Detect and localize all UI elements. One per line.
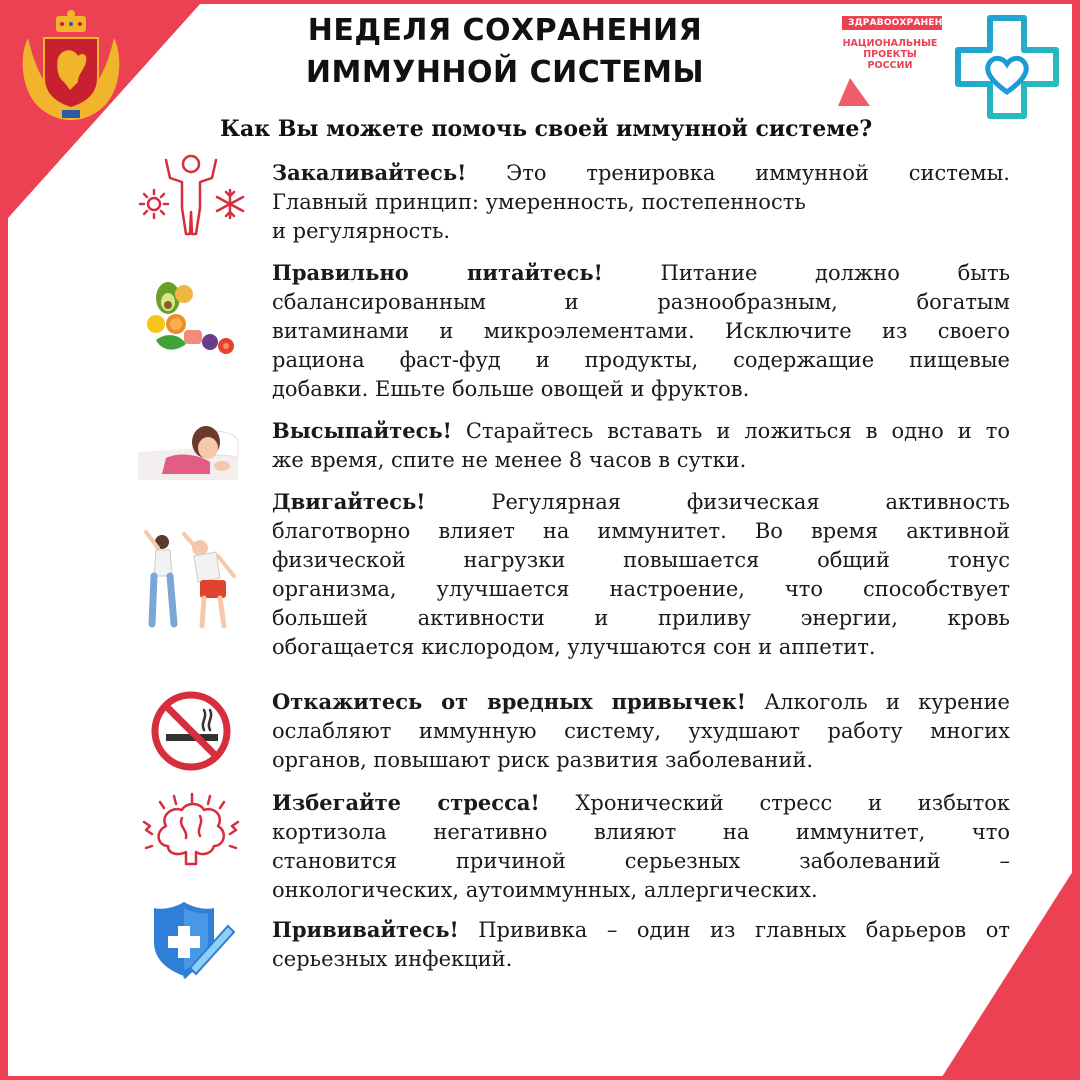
tip-tempering-line-2: Главный принцип: умеренность, постепенность	[272, 190, 806, 214]
tip-sleep-heading: Высыпайтесь!	[272, 418, 452, 443]
tip-bad-habits-line-2: ослабляют иммунную систему, ухудшают работу многих	[272, 719, 1010, 743]
tip-bad-habits-text-1: Алкоголь и курение	[764, 690, 1010, 714]
coat-of-arms-icon	[18, 8, 124, 122]
tip-nutrition-line-5: добавки. Ешьте больше овощей и фруктов.	[272, 377, 750, 401]
tip-nutrition-text-1: Питание должно быть	[660, 261, 1010, 285]
tip-movement-line-4: организма, улучшается настроение, что способствует	[272, 577, 1010, 601]
tip-movement-line-2: благотворно влияет на иммунитет. Во время активной	[272, 519, 1010, 543]
national-projects-label	[840, 38, 940, 71]
tip-vaccination-line-1	[272, 915, 1010, 945]
tip-vaccination-heading: Прививайтесь!	[272, 917, 459, 942]
tip-vaccination	[272, 915, 1010, 974]
exercise-people-icon	[140, 526, 244, 634]
tip-nutrition-heading: Правильно питайтесь!	[272, 260, 603, 285]
tip-movement-line-3: физической нагрузки повышается общий тонус	[272, 548, 1010, 572]
national-projects-line-3: РОССИИ	[867, 60, 913, 71]
tip-movement-line-5: большей активности и приливу энергии, кровь	[272, 606, 1010, 630]
subtitle: Как Вы можете помочь своей иммунной системе?	[220, 116, 873, 142]
tip-tempering-text-1: Это тренировка иммунной системы.	[506, 161, 1010, 185]
tip-nutrition-line-3: витаминами и микроэлементами. Исключите из своего	[272, 319, 1010, 343]
tip-movement-heading: Двигайтесь!	[272, 489, 426, 514]
tip-sleep-line-2: же время, спите не менее 8 часов в сутки.	[272, 448, 747, 472]
tip-nutrition-line-1	[272, 258, 1010, 288]
tip-bad-habits-line-1	[272, 687, 1010, 717]
tip-sleep-text-1: Старайтесь вставать и ложиться в одно и то	[465, 419, 1010, 443]
tip-movement-line-6: обогащается кислородом, улучшаются сон и аппетит.	[272, 635, 876, 659]
tip-bad-habits-heading: Откажитесь от вредных привычек!	[272, 689, 746, 714]
tip-sleep	[272, 416, 1010, 475]
tip-sleep-line-1	[272, 416, 1010, 446]
tip-tempering	[272, 158, 1010, 246]
healthy-food-icon	[146, 272, 236, 360]
tip-nutrition-line-2: сбалансированным и разнообразным, богатым	[272, 290, 1010, 314]
tip-bad-habits-line-3: органов, повышают риск развития заболеваний.	[272, 748, 814, 772]
tip-movement-text-1: Регулярная физическая активность	[491, 490, 1010, 514]
tip-stress-line-2: кортизола негативно влияют на иммунитет, что	[272, 820, 1010, 844]
national-projects-line-1: НАЦИОНАЛЬНЫЕ	[842, 38, 938, 49]
tip-stress-heading: Избегайте стресса!	[272, 790, 540, 815]
tip-movement	[272, 487, 1010, 662]
tip-stress-line-3: становится причиной серьезных заболеваний –	[272, 849, 1010, 873]
tip-tempering-heading: Закаливайтесь!	[272, 160, 467, 185]
tip-tempering-line-1	[272, 158, 1010, 188]
stressed-brain-icon	[138, 792, 244, 876]
tip-tempering-line-3: и регулярность.	[272, 219, 451, 243]
tip-vaccination-line-2: серьезных инфекций.	[272, 947, 513, 971]
no-smoking-icon	[150, 690, 232, 772]
sleeping-woman-icon	[138, 418, 242, 484]
tip-movement-line-1	[272, 487, 1010, 517]
title-line-1: НЕДЕЛЯ СОХРАНЕНИЯ	[307, 13, 703, 48]
tip-stress-line-1	[272, 788, 1010, 818]
tip-vaccination-text-1: Прививка – один из главных барьеров от	[478, 918, 1010, 942]
tip-bad-habits	[272, 687, 1010, 775]
title-line-2: ИММУННОЙ СИСТЕМЫ	[305, 55, 705, 90]
health-cross-logo-icon	[952, 12, 1062, 122]
national-projects-small-label: ЗДРАВООХРАНЕНИЕ	[848, 18, 957, 28]
national-projects-line-2: ПРОЕКТЫ	[863, 49, 917, 60]
tip-stress	[272, 788, 1010, 905]
national-projects-logo	[836, 16, 957, 108]
tip-nutrition-line-4: рациона фаст-фуд и продукты, содержащие пищевые	[272, 348, 1010, 372]
tip-stress-text-1: Хронический стресс и избыток	[575, 791, 1010, 815]
tempering-person-icon	[136, 152, 246, 238]
page-title	[270, 10, 740, 94]
tip-stress-line-4: онкологических, аутоиммунных, аллергических.	[272, 878, 818, 902]
vaccine-shield-icon	[150, 898, 236, 980]
tip-nutrition	[272, 258, 1010, 404]
